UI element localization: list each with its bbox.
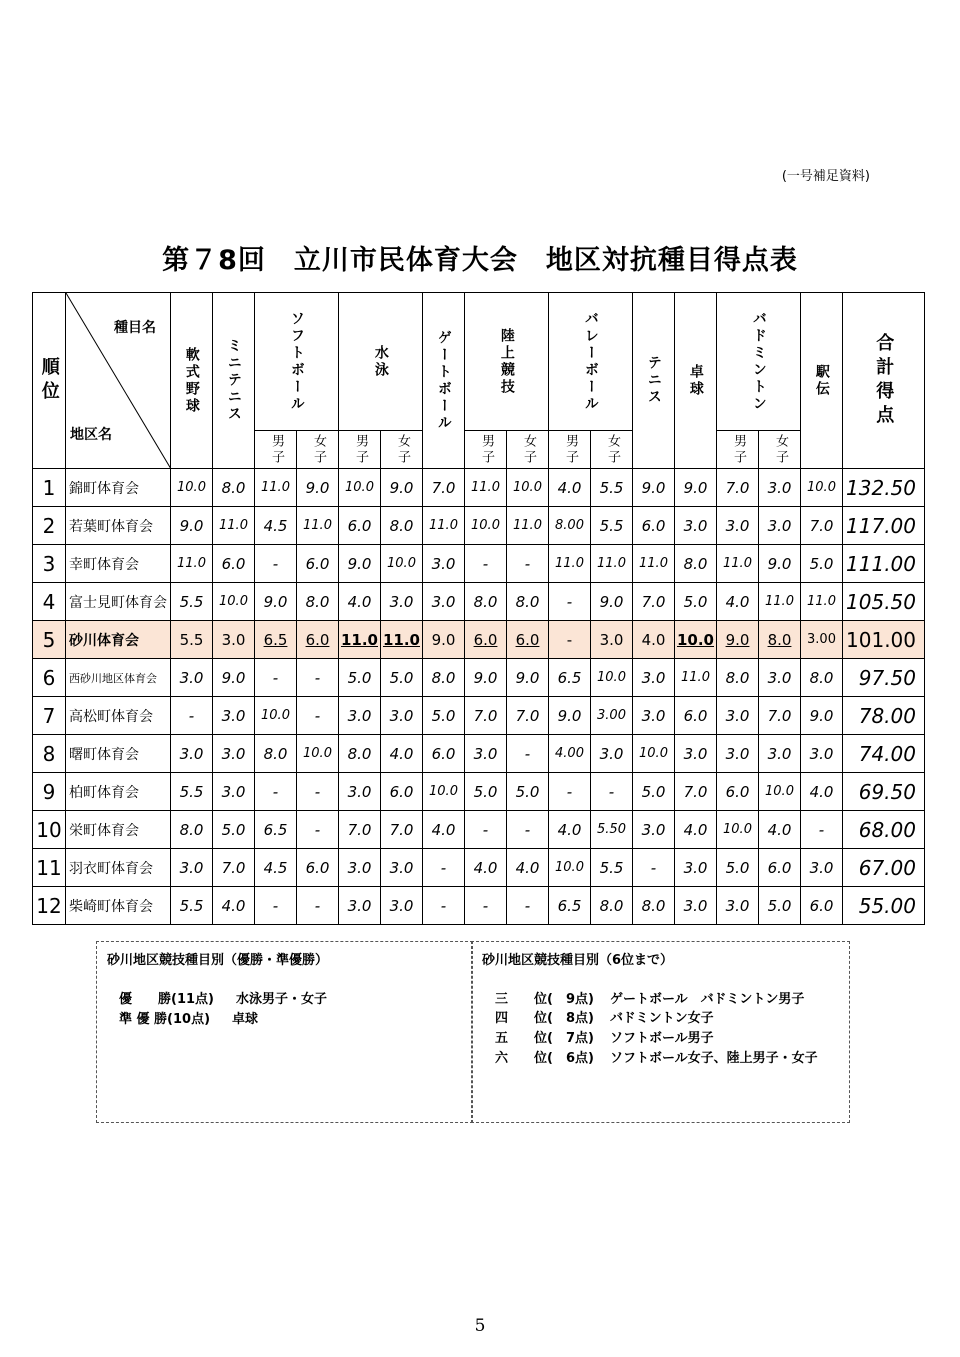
score-cell: - [171, 697, 213, 735]
score-cell: 8.0 [633, 887, 675, 925]
total-cell: 101.00 [843, 621, 925, 659]
score-cell: 4.0 [549, 469, 591, 507]
score-cell: 3.0 [717, 887, 759, 925]
gender-header: 男子 [465, 431, 507, 469]
score-cell: - [591, 773, 633, 811]
score-cell: 3.0 [171, 659, 213, 697]
score-cell: 7.0 [423, 469, 465, 507]
score-cell: 6.0 [801, 887, 843, 925]
score-cell: 10.0 [801, 469, 843, 507]
score-cell: 5.0 [507, 773, 549, 811]
gender-header: 男子 [549, 431, 591, 469]
winners-line: 優 勝(11点) 水泳男子・女子 [119, 992, 327, 1007]
score-cell: 3.0 [633, 659, 675, 697]
event-header-badminton: バドミントン [717, 293, 801, 431]
score-cell: 9.0 [591, 583, 633, 621]
event-header-softball: ソフトボール [255, 293, 339, 431]
score-cell: 10.0 [591, 659, 633, 697]
rank-cell: 5 [33, 621, 66, 659]
score-cell: 3.00 [591, 697, 633, 735]
score-cell: 7.0 [633, 583, 675, 621]
score-cell: 7.0 [675, 773, 717, 811]
rank-cell: 7 [33, 697, 66, 735]
score-cell: 6.0 [213, 545, 255, 583]
score-cell: - [255, 545, 297, 583]
score-cell: 5.5 [171, 773, 213, 811]
score-cell: 5.0 [675, 583, 717, 621]
score-cell: 11.0 [717, 545, 759, 583]
score-cell: 11.0 [171, 545, 213, 583]
score-cell: 4.0 [717, 583, 759, 621]
table-header [33, 293, 925, 469]
gender-header: 男子 [255, 431, 297, 469]
score-cell: 3.0 [675, 735, 717, 773]
score-cell: 3.0 [633, 697, 675, 735]
diagonal-header-cell [66, 293, 171, 469]
score-cell: 6.5 [549, 887, 591, 925]
score-cell: 9.0 [339, 545, 381, 583]
page-number: 5 [474, 1316, 486, 1336]
score-cell: 6.0 [381, 773, 423, 811]
table-row [33, 849, 925, 887]
district-cell: 曙町体育会 [66, 735, 171, 773]
score-cell: 9.0 [297, 469, 339, 507]
district-cell: 高松町体育会 [66, 697, 171, 735]
score-cell: - [465, 811, 507, 849]
district-cell: 富士見町体育会 [66, 583, 171, 621]
table-row [33, 735, 925, 773]
total-cell: 74.00 [843, 735, 925, 773]
score-cell: 8.0 [507, 583, 549, 621]
total-cell: 117.00 [843, 507, 925, 545]
score-cell: 5.0 [423, 697, 465, 735]
score-cell: 11.0 [339, 621, 381, 659]
district-cell: 砂川体育会 [66, 621, 171, 659]
event-header-swimming: 水泳 [339, 293, 423, 431]
score-cell: - [507, 735, 549, 773]
score-cell: 5.5 [591, 849, 633, 887]
score-cell: 3.0 [801, 849, 843, 887]
table-row [33, 545, 925, 583]
gender-header: 男子 [339, 431, 381, 469]
score-cell: 3.00 [801, 621, 843, 659]
rank-header: 順位 [33, 293, 66, 469]
score-cell: 10.0 [759, 773, 801, 811]
score-cell: 4.5 [255, 507, 297, 545]
event-header-volleyball: バレーボール [549, 293, 633, 431]
rank-cell: 10 [33, 811, 66, 849]
score-cell: 8.0 [675, 545, 717, 583]
total-cell: 55.00 [843, 887, 925, 925]
rank-cell: 6 [33, 659, 66, 697]
score-cell: 6.5 [549, 659, 591, 697]
score-cell: 3.0 [339, 887, 381, 925]
score-cell: 3.0 [675, 887, 717, 925]
score-cell: 11.0 [801, 583, 843, 621]
district-cell: 幸町体育会 [66, 545, 171, 583]
total-header: 合計得点 [843, 293, 925, 469]
score-cell: 7.0 [465, 697, 507, 735]
score-cell: 9.0 [381, 469, 423, 507]
score-cell: 3.0 [171, 849, 213, 887]
score-cell: 9.0 [171, 507, 213, 545]
score-cell: 9.0 [213, 659, 255, 697]
score-cell: 3.0 [633, 811, 675, 849]
score-cell: 6.0 [339, 507, 381, 545]
score-cell: 5.5 [171, 621, 213, 659]
score-cell: 5.0 [213, 811, 255, 849]
placements-box [471, 941, 850, 1123]
score-cell: 4.0 [423, 811, 465, 849]
score-cell: 8.0 [423, 659, 465, 697]
gender-header: 女子 [297, 431, 339, 469]
score-cell: 3.0 [213, 697, 255, 735]
score-cell: 5.5 [591, 469, 633, 507]
score-cell: - [549, 621, 591, 659]
score-cell: 9.0 [675, 469, 717, 507]
score-cell: - [297, 697, 339, 735]
score-cell: - [549, 583, 591, 621]
event-header-baseball: 軟式野球 [171, 293, 213, 469]
supplement-note: (一号補足資料) [781, 169, 870, 184]
score-cell: 11.0 [759, 583, 801, 621]
score-cell: 6.0 [465, 621, 507, 659]
score-cell: 6.0 [297, 545, 339, 583]
score-cell: 4.0 [549, 811, 591, 849]
score-cell: 10.0 [255, 697, 297, 735]
total-cell: 67.00 [843, 849, 925, 887]
rank-cell: 3 [33, 545, 66, 583]
district-label: 地区名 [70, 427, 112, 443]
total-cell: 78.00 [843, 697, 925, 735]
score-cell: 8.0 [213, 469, 255, 507]
score-cell: 6.0 [675, 697, 717, 735]
score-cell: 3.0 [171, 735, 213, 773]
winners-heading: 砂川地区競技種目別（優勝・準優勝） [107, 953, 329, 968]
score-cell: 3.0 [759, 469, 801, 507]
score-cell: - [297, 659, 339, 697]
district-cell: 柏町体育会 [66, 773, 171, 811]
page-title: 第７8回 立川市民体育大会 地区対抗種目得点表 [162, 245, 798, 276]
score-cell: 6.0 [297, 849, 339, 887]
score-cell: 10.0 [633, 735, 675, 773]
district-cell: 錦町体育会 [66, 469, 171, 507]
score-cell: 11.0 [507, 507, 549, 545]
table-row [33, 583, 925, 621]
score-cell: 11.0 [549, 545, 591, 583]
table-row [33, 469, 925, 507]
gender-header: 女子 [591, 431, 633, 469]
score-cell: 10.0 [507, 469, 549, 507]
score-cell: 3.0 [423, 545, 465, 583]
table-row [33, 507, 925, 545]
score-cell: 10.0 [381, 545, 423, 583]
score-cell: 6.0 [759, 849, 801, 887]
rank-cell: 8 [33, 735, 66, 773]
total-cell: 105.50 [843, 583, 925, 621]
score-cell: 10.0 [549, 849, 591, 887]
table-row [33, 697, 925, 735]
rank-cell: 11 [33, 849, 66, 887]
rank-cell: 2 [33, 507, 66, 545]
score-cell: 5.5 [171, 887, 213, 925]
score-cell: 3.0 [591, 621, 633, 659]
score-cell: 11.0 [297, 507, 339, 545]
score-cell: 4.0 [465, 849, 507, 887]
total-cell: 132.50 [843, 469, 925, 507]
score-table [32, 292, 925, 925]
score-cell: 3.0 [759, 735, 801, 773]
score-cell: 5.0 [633, 773, 675, 811]
placement-line: 三 位( 9点) ゲートボール バドミントン男子 [495, 992, 805, 1007]
score-cell: 8.0 [297, 583, 339, 621]
score-cell: 3.0 [717, 697, 759, 735]
score-cell: 5.0 [465, 773, 507, 811]
score-cell: 5.0 [759, 887, 801, 925]
score-cell: 6.0 [717, 773, 759, 811]
score-cell: 5.0 [717, 849, 759, 887]
rank-cell: 1 [33, 469, 66, 507]
score-cell: 7.0 [759, 697, 801, 735]
score-cell: 3.0 [213, 735, 255, 773]
score-cell: 5.0 [801, 545, 843, 583]
score-cell: 8.0 [171, 811, 213, 849]
score-cell: 7.0 [801, 507, 843, 545]
score-cell: 7.0 [213, 849, 255, 887]
score-cell: 9.0 [507, 659, 549, 697]
score-cell: - [423, 849, 465, 887]
score-cell: 5.50 [591, 811, 633, 849]
score-cell: 8.0 [381, 507, 423, 545]
score-cell: 4.00 [549, 735, 591, 773]
score-cell: 10.0 [717, 811, 759, 849]
score-cell: 4.0 [633, 621, 675, 659]
score-cell: 8.0 [339, 735, 381, 773]
score-cell: 9.0 [255, 583, 297, 621]
score-cell: 5.5 [591, 507, 633, 545]
score-cell: 3.0 [423, 583, 465, 621]
score-cell: 4.0 [801, 773, 843, 811]
score-cell: 4.0 [675, 811, 717, 849]
score-cell: 11.0 [591, 545, 633, 583]
score-cell: - [465, 545, 507, 583]
district-cell: 若葉町体育会 [66, 507, 171, 545]
score-cell: 8.0 [717, 659, 759, 697]
district-cell: 栄町体育会 [66, 811, 171, 849]
gender-header: 女子 [507, 431, 549, 469]
winners-line: 準 優 勝(10点) 卓球 [119, 1012, 259, 1027]
placement-line: 四 位( 8点) バドミントン女子 [495, 1011, 714, 1026]
score-cell: 8.0 [255, 735, 297, 773]
total-cell: 97.50 [843, 659, 925, 697]
score-cell: 7.0 [339, 811, 381, 849]
score-cell: 7.0 [717, 469, 759, 507]
score-cell: 9.0 [633, 469, 675, 507]
score-cell: 5.0 [339, 659, 381, 697]
score-cell: 10.0 [171, 469, 213, 507]
gender-header: 男子 [717, 431, 759, 469]
score-cell: 11.0 [213, 507, 255, 545]
table-row [33, 659, 925, 697]
rank-cell: 12 [33, 887, 66, 925]
table-row [33, 811, 925, 849]
district-cell: 西砂川地区体育会 [66, 659, 171, 697]
score-cell: 11.0 [465, 469, 507, 507]
score-cell: 3.0 [591, 735, 633, 773]
event-header-tennis: テニス [633, 293, 675, 469]
winners-box [96, 941, 473, 1123]
score-cell: 4.0 [213, 887, 255, 925]
score-cell: 3.0 [213, 773, 255, 811]
score-cell: 6.0 [507, 621, 549, 659]
score-cell: 4.0 [759, 811, 801, 849]
score-cell: 3.0 [717, 735, 759, 773]
score-cell: - [423, 887, 465, 925]
score-cell: 6.0 [633, 507, 675, 545]
event-header-ekiden: 駅伝 [801, 293, 843, 469]
score-cell: - [255, 887, 297, 925]
placements-heading: 砂川地区競技種目別（6位まで） [482, 953, 674, 968]
table-row [33, 773, 925, 811]
score-cell: 3.0 [381, 849, 423, 887]
placement-line: 六 位( 6点) ソフトボール女子、陸上男子・女子 [495, 1051, 818, 1066]
score-cell: 7.0 [381, 811, 423, 849]
score-cell: - [801, 811, 843, 849]
score-cell: 3.0 [801, 735, 843, 773]
total-cell: 69.50 [843, 773, 925, 811]
score-cell: 3.0 [339, 697, 381, 735]
score-cell: 9.0 [423, 621, 465, 659]
score-cell: 10.0 [423, 773, 465, 811]
placement-line: 五 位( 7点) ソフトボール男子 [495, 1031, 714, 1046]
total-cell: 111.00 [843, 545, 925, 583]
rank-cell: 9 [33, 773, 66, 811]
score-cell: - [549, 773, 591, 811]
event-header-tabletennis: 卓球 [675, 293, 717, 469]
score-cell: - [507, 545, 549, 583]
score-cell: 3.0 [339, 849, 381, 887]
score-cell: - [507, 887, 549, 925]
gender-header: 女子 [759, 431, 801, 469]
score-cell: 3.0 [675, 849, 717, 887]
score-cell: 11.0 [381, 621, 423, 659]
score-cell: 11.0 [423, 507, 465, 545]
score-cell: 10.0 [465, 507, 507, 545]
score-cell: 3.0 [213, 621, 255, 659]
score-cell: 3.0 [717, 507, 759, 545]
score-cell: 3.0 [381, 583, 423, 621]
score-cell: - [507, 811, 549, 849]
score-cell: 9.0 [717, 621, 759, 659]
event-header-minitennis: ミニテニス [213, 293, 255, 469]
score-cell: 3.0 [381, 887, 423, 925]
score-cell: - [297, 811, 339, 849]
gender-header: 女子 [381, 431, 423, 469]
score-cell: 3.0 [339, 773, 381, 811]
district-cell: 羽衣町体育会 [66, 849, 171, 887]
event-header-gateball: ゲートボール [423, 293, 465, 469]
event-label: 種目名 [114, 320, 156, 336]
score-cell: 4.5 [255, 849, 297, 887]
score-cell: - [255, 659, 297, 697]
score-cell: 3.0 [381, 697, 423, 735]
score-cell: 6.5 [255, 621, 297, 659]
score-cell: 5.0 [381, 659, 423, 697]
score-cell: 10.0 [339, 469, 381, 507]
score-cell: 11.0 [255, 469, 297, 507]
score-cell: 7.0 [507, 697, 549, 735]
event-header-athletics: 陸上競技 [465, 293, 549, 431]
score-cell: 8.0 [801, 659, 843, 697]
score-cell: - [255, 773, 297, 811]
score-cell: 8.0 [465, 583, 507, 621]
score-cell: 3.0 [675, 507, 717, 545]
score-cell: 4.0 [507, 849, 549, 887]
score-cell: 8.0 [759, 621, 801, 659]
district-cell: 柴崎町体育会 [66, 887, 171, 925]
score-cell: 9.0 [759, 545, 801, 583]
score-cell: 6.5 [255, 811, 297, 849]
table-body [33, 469, 925, 925]
score-cell: - [297, 773, 339, 811]
score-cell: 3.0 [465, 735, 507, 773]
score-cell: 9.0 [801, 697, 843, 735]
score-cell: 11.0 [633, 545, 675, 583]
score-cell: 8.00 [549, 507, 591, 545]
score-cell: 9.0 [465, 659, 507, 697]
table-row [33, 887, 925, 925]
score-cell: 6.0 [297, 621, 339, 659]
total-cell: 68.00 [843, 811, 925, 849]
score-cell: 9.0 [549, 697, 591, 735]
score-cell: - [465, 887, 507, 925]
score-cell: 4.0 [381, 735, 423, 773]
score-cell: 11.0 [675, 659, 717, 697]
score-cell: 10.0 [675, 621, 717, 659]
rank-cell: 4 [33, 583, 66, 621]
score-cell: 5.5 [171, 583, 213, 621]
score-cell: 8.0 [591, 887, 633, 925]
score-cell: 10.0 [297, 735, 339, 773]
table-row [33, 621, 925, 659]
score-cell: - [297, 887, 339, 925]
score-cell: 3.0 [759, 507, 801, 545]
score-cell: 3.0 [759, 659, 801, 697]
score-cell: 4.0 [339, 583, 381, 621]
score-cell: 10.0 [213, 583, 255, 621]
score-cell: - [633, 849, 675, 887]
score-cell: 6.0 [423, 735, 465, 773]
